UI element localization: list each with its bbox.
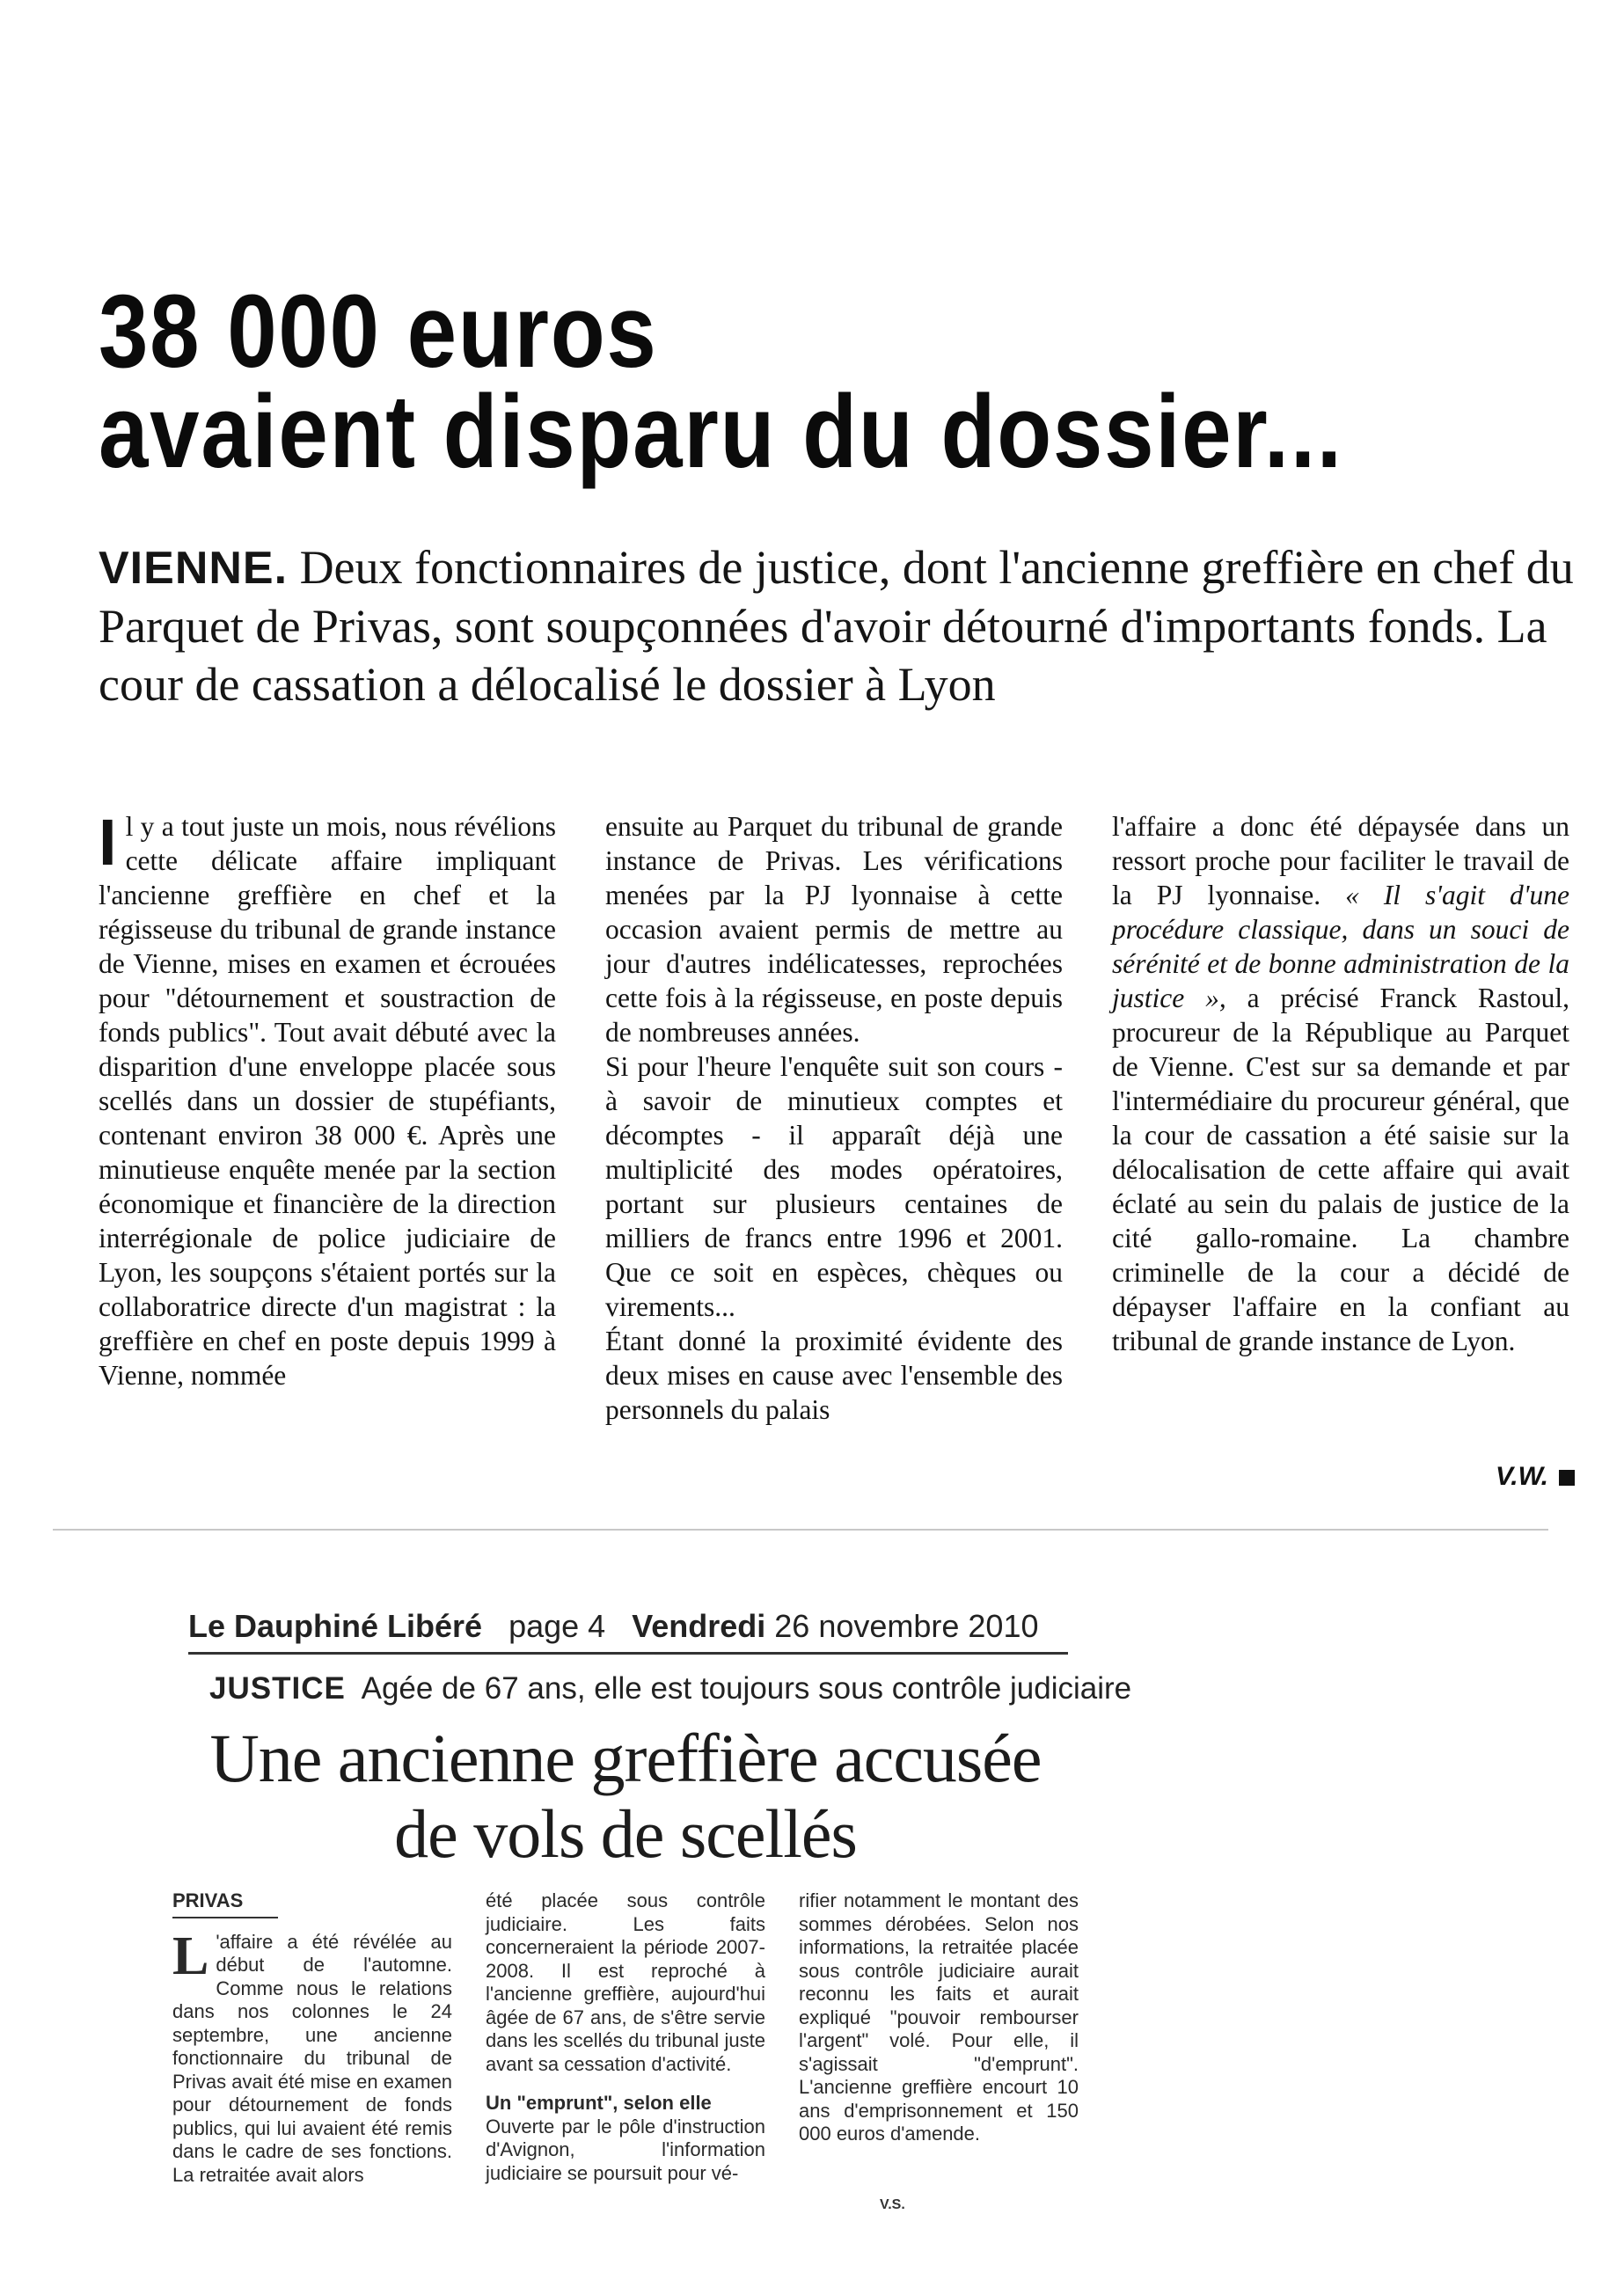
article-body	[99, 806, 1594, 1513]
clip-column-3	[799, 1889, 1079, 2146]
paragraph: Étant donné la proximité évidente des deux mises en cause avec l'ensemble des personnels du palais	[605, 1326, 1063, 1425]
masthead	[188, 1608, 1039, 1645]
newspaper-name: Le Dauphiné Libéré	[188, 1608, 483, 1644]
dateline-location: VIENNE.	[99, 543, 289, 594]
quote: « Il s'agit d'une procédure classique, dans un souci de sérénité et de bonne administration de la justice »,	[1112, 880, 1569, 1013]
paragraph: ensuite au Parquet du tribunal de grande instance de Privas. Les vérifications menées par la PJ lyonnaise à cette occasion avaient permis de mettre au jour d'autres indélicatesses, reprochées cette fois à la régisseuse, en poste depuis de nombreuses années.	[605, 811, 1063, 1048]
body-column-2	[605, 809, 1063, 1427]
drop-cap: L	[172, 1926, 209, 1986]
article-title: Une ancienne greffière accusée de vols de scellés	[209, 1720, 1042, 1872]
standfirst-text: Deux fonctionnaires de justice, dont l'ancienne greffière en chef du Parquet de Privas, sont soupçonnées d'avoir détourné d'importants fonds. La cour de cassation a délocalisé le dossier à Lyon	[99, 541, 1574, 711]
weekday: Vendredi	[632, 1608, 766, 1644]
clipping-body	[172, 1889, 1079, 2224]
author-signature: V.W.	[1496, 1462, 1575, 1492]
date: 26 novembre 2010	[774, 1608, 1039, 1644]
paragraph: l'affaire a donc été dépaysée dans un ressort proche pour faciliter le travail de la PJ lyonnaise. « Il s'agit d'une procédure classique, dans un souci de sérénité et de bonne administration de la justice », a précisé Franck Rastoul, procureur de la République au Parquet de Vienne. C'est sur sa demande et par l'intermédiaire du procureur général, que la cour de cassation a été saisie sur la délocalisation de cette affaire qui avait éclaté au sein du palais de justice de la cité gallo-romaine. La chambre criminelle de la cour a décidé de dépayser l'affaire en la confiant au tribunal de grande instance de Lyon.	[1112, 811, 1569, 1356]
kicker	[209, 1671, 1131, 1706]
subheading: Un "emprunt", selon elle	[486, 2092, 712, 2114]
paragraph: Ouverte par le pôle d'instruction d'Avignon, l'information judiciaire se poursuit pour vé-	[486, 2115, 765, 2184]
end-square-icon	[1559, 1470, 1575, 1486]
section-label: PRIVAS	[172, 1889, 278, 1918]
newspaper-clipping	[172, 1599, 1132, 2232]
paragraph: rifier notamment le montant des sommes dérobées. Selon nos informations, la retraitée placée sous contrôle judiciaire aurait reconnu les faits et aurait expliqué "pouvoir rembourser l'argent" volé. Pour elle, il s'agissait "d'emprunt". L'ancienne greffière encourt 10 ans d'emprisonnement et 150 000 euros d'amende.	[799, 1889, 1079, 2145]
headline-line-2: avaient disparu du dossier...	[99, 374, 1343, 490]
separator-line	[53, 1529, 1548, 1531]
page-number: page 4	[508, 1608, 606, 1644]
headline-line-1: 38 000 euros	[99, 274, 658, 390]
paragraph: Il y a tout juste un mois, nous révélions cette délicate affaire impliquant l'ancienne greffière en chef et la régisseuse du tribunal de grande instance de Vienne, mises en examen et écrouées pour "détournement et soustraction de fonds publics". Tout avait débuté avec la disparition d'une enveloppe placée sous scellés dans un dossier de stupéfiants, contenant environ 38 000 €. Après une minutieuse enquête menée par la section économique et financière de la direction interrégionale de police judiciaire de Lyon, les soupçons s'étaient portés sur la collaboratrice directe d'un magistrat : la greffière en chef en poste depuis 1999 à Vienne, nommée	[99, 806, 556, 1391]
paragraph: Si pour l'heure l'enquête suit son cours - à savoir de minutieux comptes et décomptes - il apparaît déjà une multiplicité des modes opératoires, portant sur plusieurs centaines de milliers de francs entre 1996 et 2001. Que ce soit en espèces, chèques ou virements...	[605, 1051, 1063, 1322]
body-column-3	[1112, 809, 1569, 1358]
paragraph: L 'affaire a été révélée au début de l'automne. Comme nous le relations dans nos colonnes le 24 septembre, une ancienne fonctionnaire du tribunal de Privas avait été mise en examen pour détournement de fonds publics, qui lui avaient été remis dans le cadre de ses fonctions. La retraitée avait alors	[172, 1926, 452, 2186]
drop-cap: I	[99, 806, 117, 879]
rubric-tag: JUSTICE	[209, 1671, 346, 1706]
paragraph: été placée sous contrôle judiciaire. Les faits concerneraient la période 2007-2008. Il est reproché à l'ancienne greffière, aujourd'hui âgée de 67 ans, de s'être servie dans les scellés du tribunal juste avant sa cessation d'activité.	[486, 1889, 765, 2075]
body-column-1	[99, 806, 556, 1392]
author-initials: V.S.	[880, 2197, 905, 2212]
article-headline	[99, 274, 1343, 490]
clip-column-1	[172, 1889, 452, 2187]
article-standfirst	[99, 538, 1612, 713]
kicker-text: Agée de 67 ans, elle est toujours sous contrôle judiciaire	[361, 1671, 1132, 1706]
clip-column-2	[486, 1889, 765, 2185]
masthead-rule	[188, 1652, 1068, 1655]
